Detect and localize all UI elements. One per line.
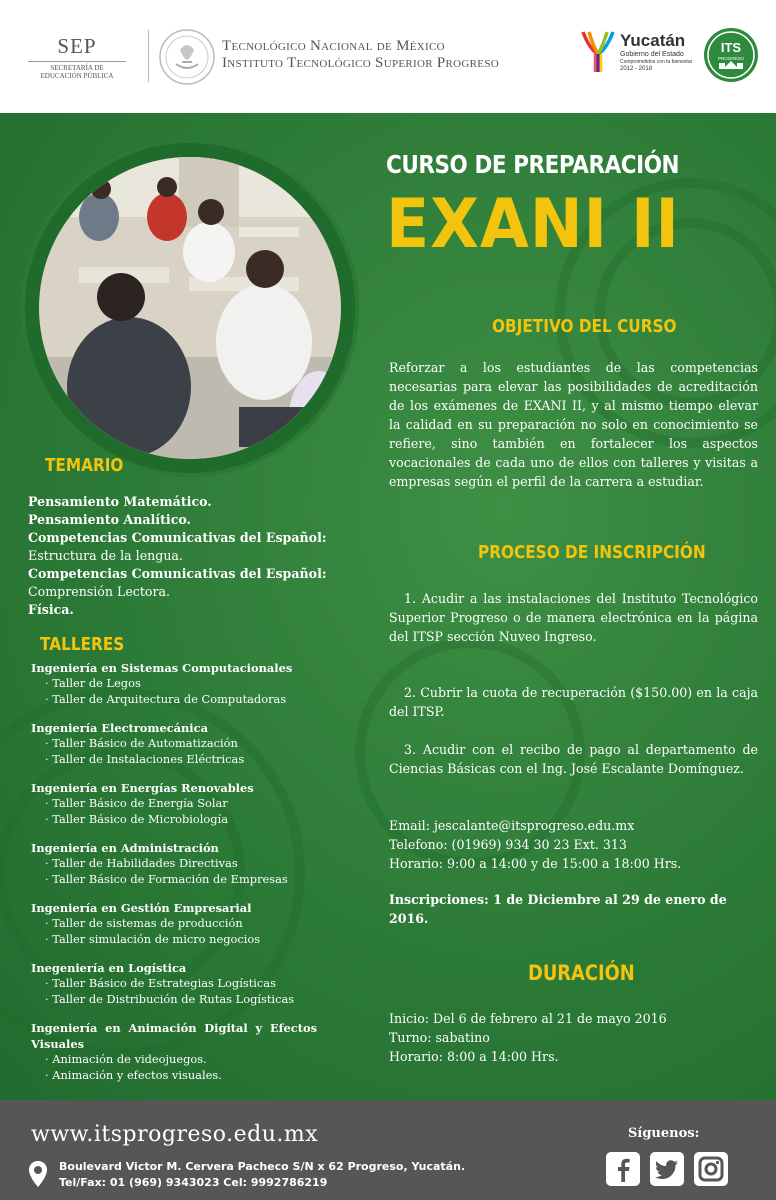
career-title: Ingeniería en Administración	[31, 841, 219, 855]
temario-item: Pensamiento Matemático.	[28, 494, 212, 509]
taller-item: · Taller de Instalaciones Eléctricas	[31, 752, 331, 768]
sep-title: SEP	[57, 34, 97, 58]
sep-subtitle-2: EDUCACIÓN PÚBLICA	[40, 72, 114, 80]
its-progreso-logo-icon	[703, 27, 759, 83]
footer	[0, 1100, 776, 1200]
temario-list	[28, 493, 348, 619]
inscripcion-step-1: 1. Acudir a las instalaciones del Instituto Tecnológico Superior Progreso o de manera electrónica en la página del ITSP sección Nuveo Ingreso.	[389, 591, 758, 644]
students-photo-frame	[25, 143, 355, 473]
career-block	[31, 660, 331, 707]
career-title: Ingeniería en Energías Renovables	[31, 781, 254, 795]
taller-item: · Taller simulación de micro negocios	[31, 932, 331, 948]
mexico-seal-icon	[158, 28, 216, 86]
temario-item: Física.	[28, 602, 74, 617]
sep-logo	[22, 34, 132, 80]
career-title: Ingeniería Electromecánica	[31, 721, 208, 735]
sep-rule	[28, 61, 126, 62]
yucatan-name: Yucatán	[620, 31, 686, 50]
taller-item: · Taller Básico de Microbiología	[31, 812, 331, 828]
header-divider	[148, 30, 149, 82]
career-block	[31, 720, 331, 767]
its-text: ITS	[720, 40, 742, 55]
institution-line-2: Instituto Tecnológico Superior Progreso	[222, 55, 499, 71]
duracion-start: Inicio: Del 6 de febrero al 21 de mayo 2016	[389, 1011, 667, 1026]
instagram-icon[interactable]	[694, 1152, 728, 1186]
objetivo-text: Reforzar a los estudiantes de las competencias necesarias para elevar las posibilidades de acreditación de los exámenes de EXANI II, y al mismo tiempo elevar la calidad en su preparación no solo en conocimiento se refiere, sino también en fortalecer los aspectos vocacionales de cada uno de ellos con talleres y visitas a empresas según el perfil de la carrera a estudiar.	[389, 360, 758, 489]
contact-hours: Horario: 9:00 a 14:00 y de 15:00 a 18:00 Hrs.	[389, 856, 682, 871]
taller-item: · Taller Básico de Automatización	[31, 736, 331, 752]
course-title-line-2: EXANI II	[386, 185, 680, 264]
follow-label: Síguenos:	[628, 1126, 700, 1141]
sep-subtitle-1: SECRETARÍA DE	[50, 64, 104, 72]
career-title: Inegeniería en Logística	[31, 961, 187, 975]
phone-line: Tel/Fax: 01 (969) 9343023 Cel: 9992786219	[59, 1176, 328, 1189]
contact-email: Email: jescalante@itsprogreso.edu.mx	[389, 818, 635, 833]
address-line: Boulevard Victor M. Cervera Pacheco S/N x 62 Progreso, Yucatán.	[59, 1160, 466, 1173]
its-subtext: PROGRESO	[717, 56, 745, 61]
facebook-icon[interactable]	[606, 1152, 640, 1186]
poster-body	[0, 113, 776, 1100]
temario-item: Estructura de la lengua.	[28, 548, 183, 563]
inscripcion-step-3: 3. Acudir con el recibo de pago al departamento de Ciencias Básicas con el Ing. José Escalante Domínguez.	[389, 742, 758, 776]
temario-item: Pensamiento Analítico.	[28, 512, 191, 527]
taller-item: · Taller de Legos	[31, 676, 331, 692]
institution-line-1: Tecnológico Nacional de México	[222, 38, 445, 54]
yucatan-logo-icon	[580, 30, 616, 74]
temario-item: Competencias Comunicativas del Español:	[28, 530, 327, 545]
yucatan-text	[620, 32, 692, 73]
duracion-hours: Horario: 8:00 a 14:00 Hrs.	[389, 1049, 559, 1064]
temario-item: Comprensión Lectora.	[28, 584, 171, 599]
career-block	[31, 900, 331, 947]
taller-item: · Animación y efectos visuales.	[31, 1068, 331, 1084]
location-pin-icon	[28, 1160, 48, 1188]
taller-item: · Taller Básico de Energía Solar	[31, 796, 331, 812]
yucatan-sub-2: Comprometidos con tu bienestar	[620, 59, 693, 65]
career-title: Ingeniería en Gestión Empresarial	[31, 901, 252, 915]
twitter-icon[interactable]	[650, 1152, 684, 1186]
inscripcion-step-2: 2. Cubrir la cuota de recuperación ($150.00) en la caja del ITSP.	[389, 685, 758, 719]
career-title: Ingeniería en Animación Digital y Efectos Visuales	[31, 1021, 317, 1051]
taller-item: · Taller Básico de Formación de Empresas	[31, 872, 331, 888]
taller-item: · Taller de Arquitectura de Computadoras	[31, 692, 331, 708]
duracion-heading: DURACIÓN	[528, 961, 635, 985]
taller-item: · Taller de sistemas de producción	[31, 916, 331, 932]
course-title-line-1: CURSO DE PREPARACIÓN	[386, 150, 680, 179]
website-link[interactable]: www.itsprogreso.edu.mx	[31, 1122, 319, 1147]
yucatan-sub-1: Gobierno del Estado	[620, 51, 684, 58]
address-block	[59, 1159, 465, 1191]
temario-item: Competencias Comunicativas del Español:	[28, 566, 327, 581]
career-block	[31, 840, 331, 887]
objetivo-heading: OBJETIVO DEL CURSO	[492, 316, 677, 337]
talleres-list	[31, 660, 331, 1096]
career-block	[31, 1020, 331, 1083]
career-title: Ingeniería en Sistemas Computacionales	[31, 661, 293, 675]
header	[0, 0, 776, 113]
institution-name	[222, 38, 499, 72]
taller-item: · Taller de Distribución de Rutas Logísticas	[31, 992, 331, 1008]
students-exam-photo	[39, 157, 341, 459]
inscripcion-heading: PROCESO DE INSCRIPCIÓN	[478, 542, 706, 563]
taller-item: · Taller de Habilidades Directivas	[31, 856, 331, 872]
taller-item: · Animación de videojuegos.	[31, 1052, 331, 1068]
taller-item: · Taller Básico de Estrategias Logísticas	[31, 976, 331, 992]
temario-heading: TEMARIO	[45, 455, 124, 476]
inscripcion-dates: Inscripciones: 1 de Diciembre al 29 de enero de 2016.	[389, 892, 727, 926]
yucatan-sub-3: 2012 - 2018	[620, 66, 653, 72]
contact-phone: Telefono: (01969) 934 30 23 Ext. 313	[389, 837, 627, 852]
career-block	[31, 960, 331, 1007]
career-block	[31, 780, 331, 827]
talleres-heading: TALLERES	[40, 634, 125, 655]
duracion-turn: Turno: sabatino	[389, 1030, 490, 1045]
